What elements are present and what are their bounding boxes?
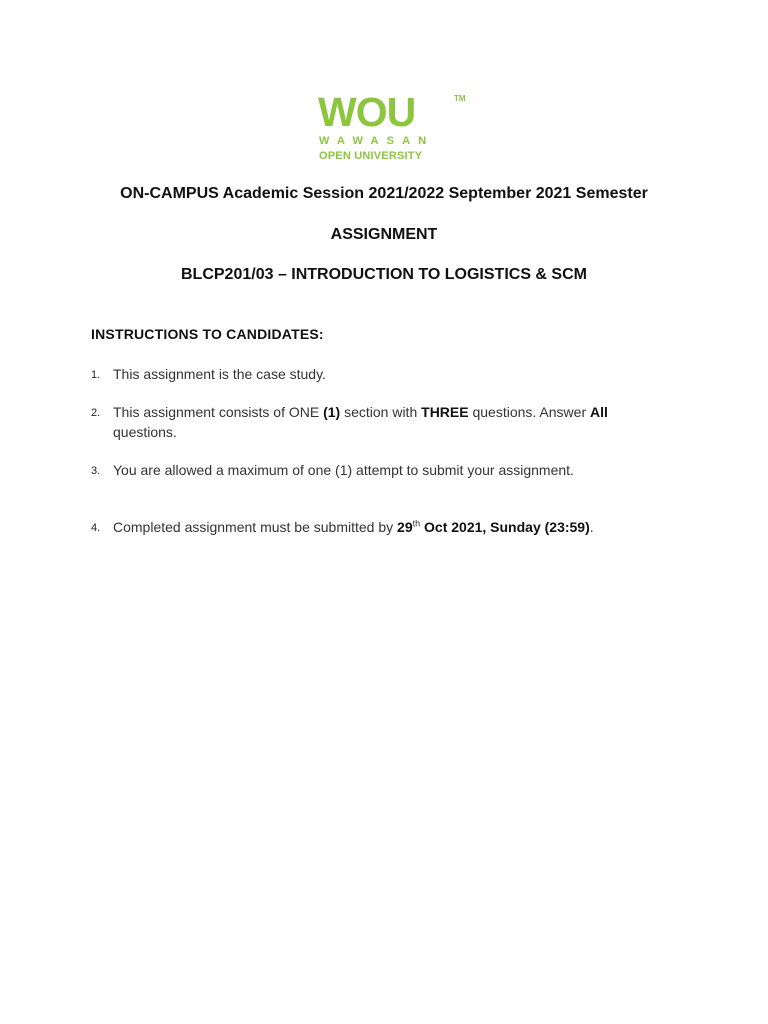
instruction-text-part: section with	[340, 404, 422, 420]
instruction-text	[113, 402, 673, 442]
wou-logo	[318, 89, 468, 166]
instruction-text-part: This assignment consists of ONE	[113, 404, 324, 420]
due-day: 29	[397, 519, 413, 535]
instruction-text-part: questions. Answer	[468, 404, 590, 420]
instruction-number: 3.	[91, 465, 101, 477]
logo-wordmark-line2: OPEN UNIVERSITY	[319, 150, 423, 162]
instruction-number: 2.	[91, 407, 101, 419]
instruction-text-part: .	[589, 519, 594, 535]
due-date: Oct 2021, Sunday (23:59)	[420, 519, 590, 535]
assignment-heading: ASSIGNMENT	[330, 226, 438, 243]
instruction-text-part: questions.	[113, 424, 177, 440]
due-day-suffix: th	[412, 518, 421, 529]
instruction-number: 1.	[91, 369, 101, 381]
instruction-text-part: Completed assignment must be submitted by	[113, 519, 398, 535]
instruction-emphasis: THREE	[421, 404, 469, 420]
course-heading: BLCP201/03 – INTRODUCTION TO LOGISTICS & SCM	[181, 266, 587, 283]
instruction-text: You are allowed a maximum of one (1) attempt to submit your assignment.	[113, 462, 574, 478]
instruction-emphasis: (1)	[323, 404, 341, 420]
logo-mark: WOU	[318, 89, 416, 135]
logo-wordmark-line1: WAWASAN	[319, 135, 435, 147]
instruction-number: 4.	[91, 522, 101, 534]
logo-trademark: TM	[454, 94, 466, 103]
instructions-title: INSTRUCTIONS TO CANDIDATES:	[91, 326, 324, 342]
session-heading: ON-CAMPUS Academic Session 2021/2022 September 2021 Semester	[120, 185, 648, 202]
instruction-emphasis: All	[590, 404, 608, 420]
instruction-text	[113, 517, 673, 537]
instruction-text: This assignment is the case study.	[113, 366, 326, 382]
